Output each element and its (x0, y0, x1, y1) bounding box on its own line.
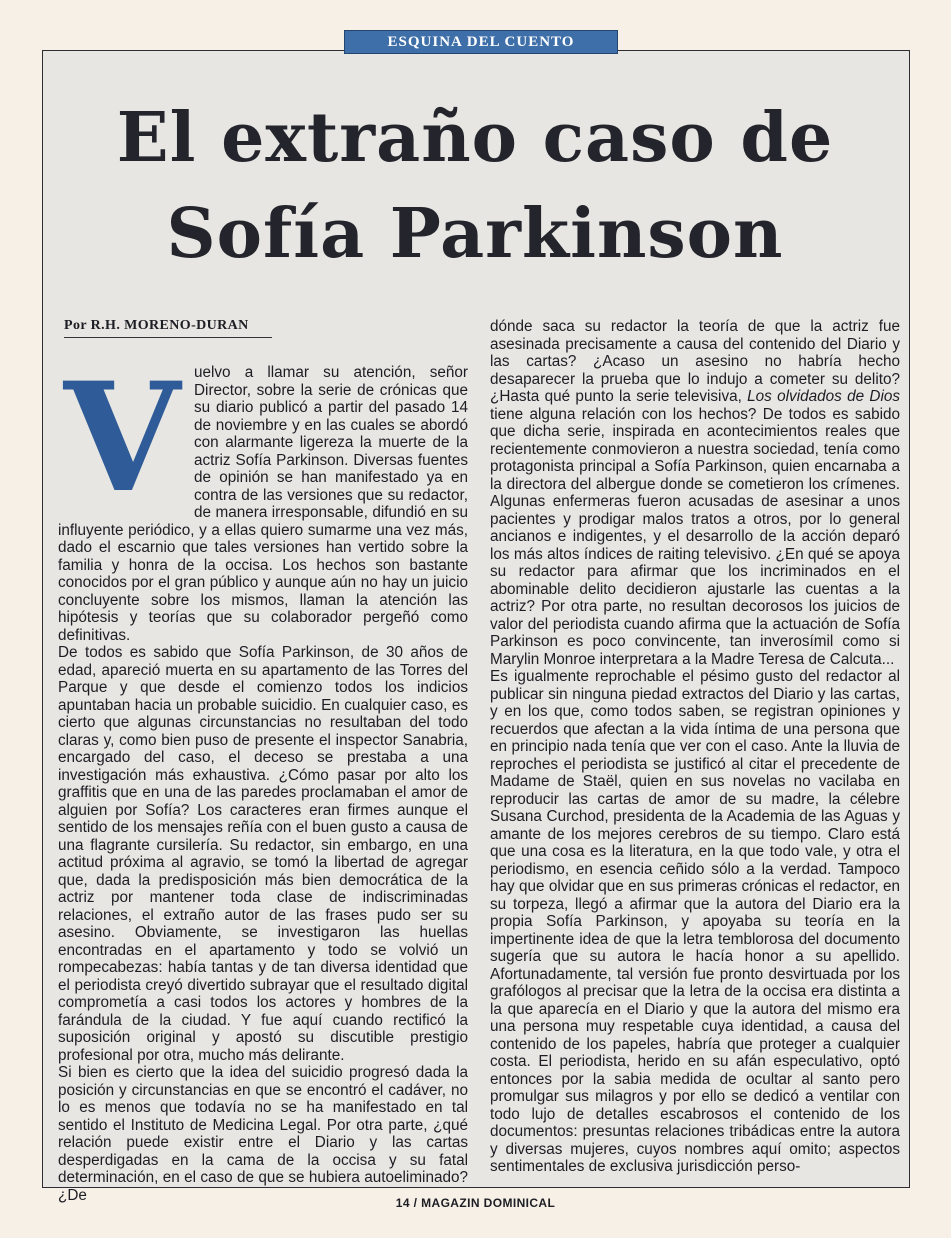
tv-series-title: Los olvidados de Dios (747, 388, 900, 405)
paragraph: De todos es sabido que Sofía Parkinson, de 30 años de edad, apareció muerta en su apartamento de las Torres del Parque y que desde el comienzo todos los indicios apuntaban hacia un probable suicidio. En cualquier caso, es cierto que algunas circunstancias no resultaban del todo claras y, como bien puso de presente el inspector Sanabria, encargado del caso, el deceso se prestaba a una investigación más exhaustiva. ¿Cómo pasar por alto los graffitis que en una de las paredes proclamaban el amor de alguien por Sofía? Los caracteres eran firmes aunque el sentido de los mensajes reñía con el buen gusto a causa de una flagrante cursilería. Su redactor, sin embargo, en una actitud próxima al agravio, se tomó la libertad de agregar que, dada la predisposición más bien democrática de la actriz por mantener toda clase de indiscriminadas relaciones, el extraño autor de las frases pudo ser su asesino. Obviamente, se investigaron las huellas encontradas en el apartamento y todo se volvió un rompecabezas: había tantas y de tan diversa identidad que el periodista creyó divertido subrayar que el resultado digital comprometía a casi todos los actores y hombres de la farándula de la ciudad. Y fue aquí cuando rectificó la suposición original y apostó su discutible prestigio profesional por otra, mucho más delirante. (58, 644, 468, 1064)
paragraph-text: uelvo a llamar su atención, señor Director, sobre la serie de crónicas que su diario publicó a partir del pasado 14 de noviembre y en las cuales se abordó con alarmante ligereza la muerte de la actriz Sofía Parkinson. Diversas fuentes de opinión se han manifestado ya en contra de las versiones que su redactor, de manera irresponsable, difundió en su influyente periódico, y a ellas quiero sumarme una vez más, dado el escarnio que tales versiones han vertido sobre la familia y honra de la occisa. Los hechos son bastante conocidos por el gran público y aunque aún no hay un juicio concluyente sobre los mismos, llaman la atención las hipótesis y teorías que su colaborador pergeñó como definitivas. (58, 364, 468, 644)
paragraph: Es igualmente reprochable el pésimo gusto del redactor al publicar sin ninguna piedad extractos del Diario y las cartas, y en los que, como todos saben, se registran opiniones y recuerdos que afectan a la vida íntima de una persona que en principio nada tenía que ver con el caso. Ante la lluvia de reproches el periodista se justificó al citar el precedente de Madame de Staël, quien en sus novelas no vacilaba en reproducir las cartas de amor de su madre, la célebre Susana Curchod, presidenta de la Academia de las Aguas y amante de los mejores cerebros de su tiempo. Claro está que una cosa es la literatura, en la que todo vale, y otra el periodismo, en esencia ceñido sólo a la verdad. Tampoco hay que olvidar que en sus primeras crónicas el redactor, en su torpeza, llegó a afirmar que la autora del Diario era la propia Sofía Parkinson, y apoyaba su teoría en la impertinente idea de que la letra temblorosa del documento sugería que su autora le hacía honor a su apellido. Afortunadamente, tal versión fue pronto desvirtuada por los grafólogos al precisar que la letra de la occisa era distinta a la que aparecía en el Diario y que la autora del mismo era una persona muy respetable cuya identidad, a causa del contenido de los papeles, habría que proteger a cualquier costa. El periodista, herido en su afán especulativo, optó entonces por la sabia medida de ocultar al santo pero promulgar sus milagros y por ello se dedicó a ventilar con todo lujo de detalles escabrosos el contenido de los documentos: presuntas relaciones tribádicas entre la autora y diversas mujeres, cuyos nombres aquí omito; aspectos sentimentales de exclusiva jurisdicción perso- (490, 668, 900, 1175)
paragraph (490, 318, 900, 668)
paragraph-text: tiene alguna relación con los hechos? De todos es sabido que dicha serie, inspirada en acontecimientos reales que recientemente conmovieron a nuestra sociedad, tenía como protagonista principal a Sofía Parkinson, quien encarnaba a la directora del albergue donde se cometieron los crímenes. Algunas enfermeras fueron acusadas de asesinar a unos pacientes y prodigar malos tratos a otros, por lo general ancianos e indigentes, y el desarrollo de la acción deparó los más altos índices de raiting televisivo. ¿En qué se apoya su redactor para afirmar que los incriminados en el abominable delito decidieron ajustarle las cuentas a la actriz? Por otra parte, no resultan decorosos los juicios de valor del periodista cuando afirma que la actuación de Sofía Parkinson es poco convincente, tan inverosímil como si Marylin Monroe interpretara a la Madre Teresa de Calcuta... (490, 405, 900, 668)
title-line-2: Sofía Parkinson (166, 194, 784, 274)
right-column (490, 318, 900, 1176)
byline: Por R.H. MORENO-DURAN (64, 318, 272, 338)
paragraph (58, 350, 468, 644)
paragraph: Si bien es cierto que la idea del suicidio progresó dada la posición y circunstancias en que se encontró el cadáver, no lo es menos que todavía no se ha manifestado en tal sentido el Instituto de Medicina Legal. Por otra parte, ¿qué relación puede existir entre el Diario y las cartas desperdigadas en la cama de la occisa y su fatal determinación, en el caso de que se hubiera autoeliminado? ¿De (58, 1064, 468, 1204)
page-footer: 14 / MAGAZIN DOMINICAL (395, 1196, 556, 1210)
article-title (60, 90, 890, 282)
title-line-1: El extraño caso de (116, 98, 834, 178)
section-label: ESQUINA DEL CUENTO (344, 30, 618, 54)
left-column (58, 350, 468, 1204)
drop-cap: V (63, 350, 181, 526)
paragraph-text: dónde saca su redactor la teoría de que la actriz fue asesinada precisamente a causa del contenido del Diario y las cartas? ¿Acaso un asesino no habría hecho desaparecer la prueba que lo indujo a cometer su delito? ¿Hasta qué punto la serie televisiva, (490, 318, 900, 405)
